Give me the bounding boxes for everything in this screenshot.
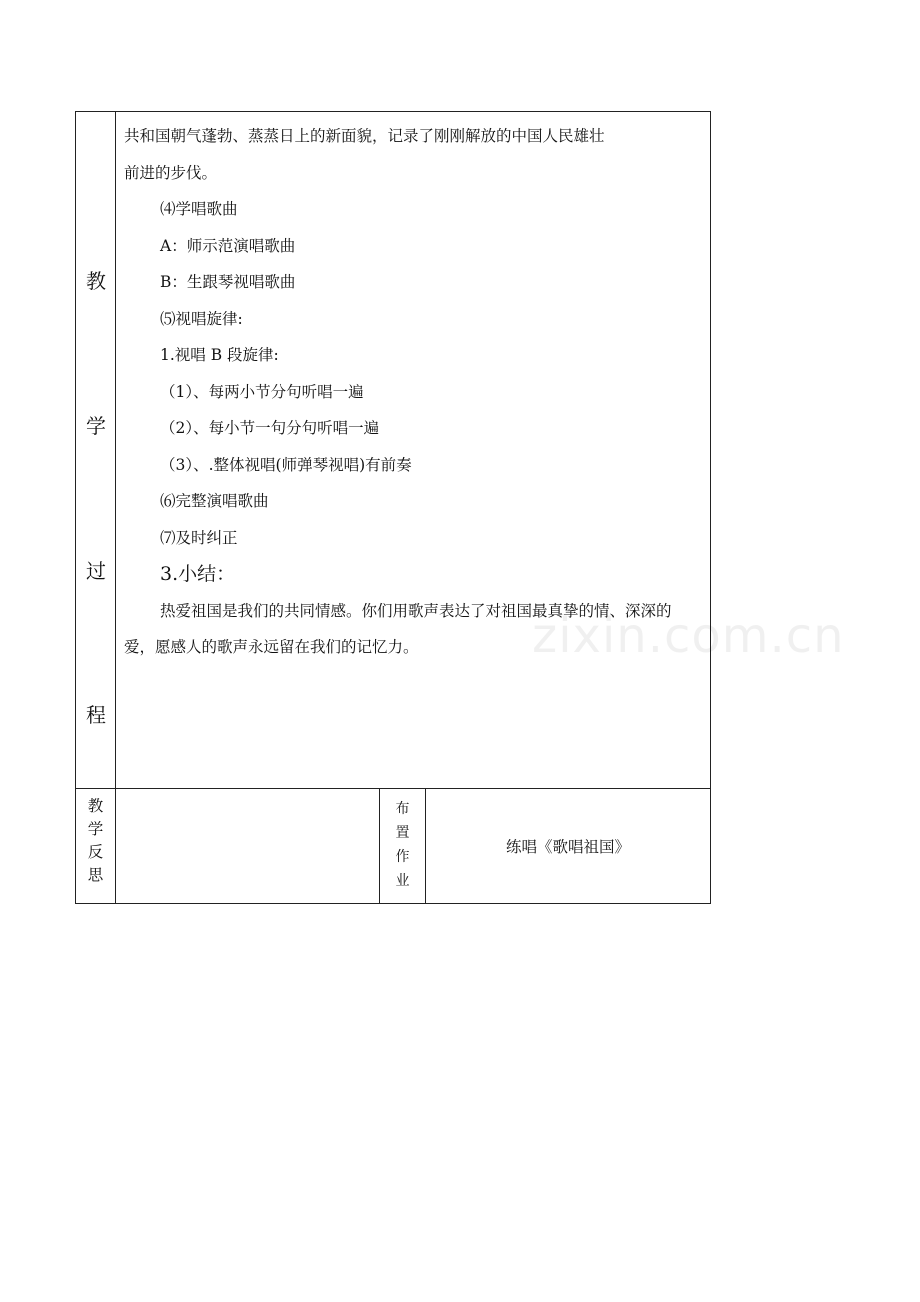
teaching-process-label-cell <box>76 112 116 789</box>
process-line: A：师示范演唱歌曲 <box>160 236 296 255</box>
process-line: （1）、每两小节分句听唱一遍 <box>160 382 364 401</box>
process-line: ⑸视唱旋律: <box>160 309 243 328</box>
reflection-label-char: 教 <box>87 797 104 815</box>
process-line: ⑷学唱歌曲 <box>160 200 238 218</box>
watermark: zixin.com.cn <box>532 608 845 664</box>
homework-label-cell <box>380 789 426 904</box>
process-line: ⑺及时纠正 <box>160 528 238 547</box>
side-label-char: 过 <box>86 559 106 583</box>
process-line: （3）、.整体视唱(师弹琴视唱)有前奏 <box>160 455 412 474</box>
homework-label-char: 置 <box>395 825 410 841</box>
side-label-char: 学 <box>86 414 106 438</box>
reflection-label-char: 学 <box>87 820 104 838</box>
process-line: 前进的步伐。 <box>124 163 218 182</box>
process-line: （2）、每小节一句分句听唱一遍 <box>160 419 380 437</box>
homework-label-char: 业 <box>395 873 410 889</box>
reflection-label-char: 思 <box>87 866 104 884</box>
homework-label-char: 布 <box>395 801 410 817</box>
process-line: 共和国朝气蓬勃、蒸蒸日上的新面貌，记录了刚刚解放的中国人民雄壮 <box>124 127 605 145</box>
process-line: ⑹完整演唱歌曲 <box>160 492 269 510</box>
summary-text: 热爱祖国是我们的共同情感。你们用歌声表达了对祖国最真挚的情、深深的爱，愿感人的歌声永远留在我们的记忆力。 <box>124 601 672 656</box>
process-line: 1.视唱 B 段旋律: <box>160 346 279 364</box>
reflection-label-char: 反 <box>87 843 104 861</box>
lesson-plan-table <box>75 111 711 904</box>
teaching-process-content-cell <box>116 112 711 789</box>
reflection-content-cell <box>116 789 380 904</box>
summary-heading: 3.小结： <box>160 563 236 585</box>
homework-label-char: 作 <box>395 849 410 865</box>
side-label-char: 教 <box>86 269 106 293</box>
homework-content-cell: 练唱《歌唱祖国》 <box>426 789 711 904</box>
process-line: B：生跟琴视唱歌曲 <box>160 273 296 291</box>
side-label-char: 程 <box>86 703 106 727</box>
reflection-label-cell <box>76 789 116 904</box>
